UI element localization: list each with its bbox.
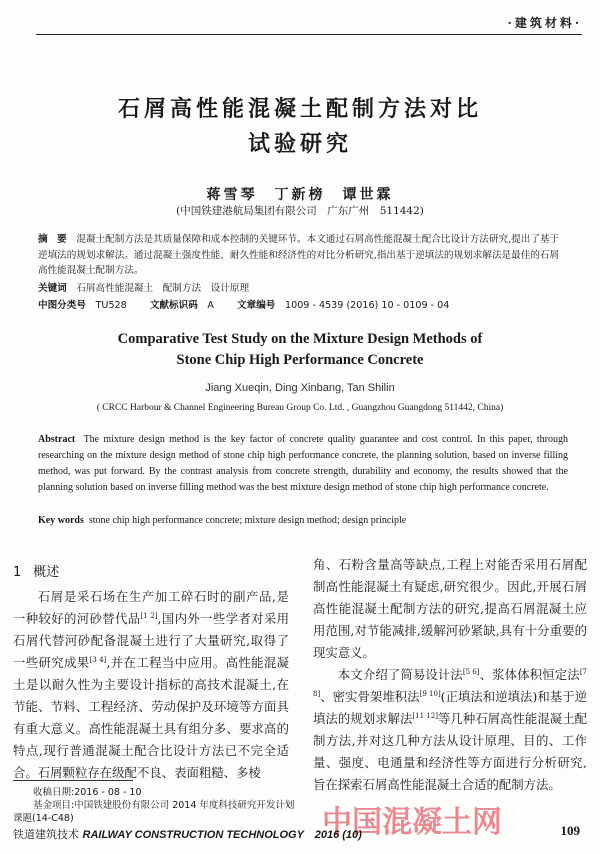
en-keywords <box>38 515 568 526</box>
cn-affiliation: (中国铁建港航局集团有限公司 广东广州 511442) <box>176 205 424 217</box>
cn-abstract <box>38 232 568 279</box>
cn-abstract-label: 摘 要 <box>38 234 67 245</box>
section-title: 概述 <box>33 565 60 580</box>
cn-title-line1: 石屑高性能混凝土配制方法对比 <box>117 96 482 122</box>
section-tag: ·建筑材料· <box>507 16 582 30</box>
citation: [9 10] <box>419 689 441 698</box>
header-rule <box>36 34 582 35</box>
cn-title-line2: 试验研究 <box>247 131 352 157</box>
watermark: 中国混凝土网 <box>322 805 502 840</box>
body-column-right <box>313 554 587 796</box>
en-abstract <box>38 432 568 496</box>
journal-footer <box>13 826 362 842</box>
page-number: 109 <box>560 823 580 838</box>
cn-authors: 蒋雪琴 丁新榜 谭世霖 <box>206 187 394 203</box>
journal-name-cn: 铁道建筑技术 <box>13 828 79 841</box>
citation: [7 8] <box>313 667 587 698</box>
en-abstract-text: The mixture design method is the key factor of concrete quality guarantee and cost control. In this paper, through researching on the mixture design method of stone chip high performance concrete, the planning solution, based on inverse filling method, was put forward. By the contrast analysis from concrete strength, durability and economy, the results showed that the planning solution based on inverse filling method was the best mixture design method of stone chip high performance concrete. <box>38 434 568 493</box>
clc-label: 中图分类号 <box>38 300 86 311</box>
footnote-received: 收稿日期:2016 - 08 - 10 <box>33 787 142 798</box>
citation: [11 12] <box>412 711 438 720</box>
body-paragraph: 石屑是采石场在生产加工碎石时的副产品,是一种较好的河砂替代品[1 2],国内外一些学者对采用石屑代替河砂配备混凝土进行了大量研究,取得了一些研究成果[3 4],并在工程当中应用。高性能混凝土是以耐久性为主要设计指标的高技术混凝土,在节能、节料、工程经济、劳动保护及环境等方面具有重大意义。高性能混凝土具有组分多、要求高的特点,现行普通混凝土配合比设计方法已不完全适合。石屑颗粒存在级配不良、表面粗糙、多棱 <box>13 589 289 780</box>
cn-keywords-label: 关键词 <box>38 283 67 294</box>
citation: [1 2] <box>140 611 158 620</box>
body-paragraph: 角、石粉含量高等缺点,工程上对能否采用石屑配制高性能混凝土有疑虑,研究很少。因此,开展石屑高性能混凝土配制方法的研究,提高石屑混凝土应用范围,对节能减排,缓解河砂紧缺,具有十分重要的现实意义。 <box>313 557 587 660</box>
body-paragraph: 本文介绍了简易设计法[5 6]、浆体体积恒定法[7 8]、密实骨架堆积法[9 10](正填法和逆填法)和基于逆填法的规划求解法[11 12]等几种石屑高性能混凝土配制方法,并对这几种方法从设计原理、目的、工作量、强度、电通量和经济性等方面进行分析研究,旨在探索石屑高性能混凝土合适的配制方法。 <box>313 667 588 792</box>
footnote-rule <box>13 780 133 781</box>
clc-value: TU528 <box>95 300 127 311</box>
doc-value: A <box>207 300 214 311</box>
cn-keywords-text: 石屑高性能混凝土 配制方法 设计原理 <box>76 283 250 294</box>
article-label: 文章编号 <box>237 300 276 311</box>
article-value: 1009 - 4539 (2016) 10 - 0109 - 04 <box>285 300 450 311</box>
section-heading <box>13 561 59 580</box>
citation: [5 6] <box>462 667 480 676</box>
journal-name-en: RAILWAY CONSTRUCTION TECHNOLOGY 2016 (10) <box>82 829 362 841</box>
en-affiliation: ( CRCC Harbour & Channel Engineering Bureau Group Co. Ltd. , Guangzhou Guangdong 511442, China) <box>96 403 504 413</box>
footnote-fund-line2: 课题(14-C48) <box>13 813 74 824</box>
en-keywords-text: stone chip high performance concrete; mixture design method; design principle <box>88 515 407 526</box>
classification-line <box>38 297 568 311</box>
doc-label: 文献标识码 <box>149 300 198 311</box>
cn-keywords <box>38 281 568 297</box>
en-title-line1: Comparative Test Study on the Mixture Design Methods of <box>117 331 483 347</box>
cn-abstract-text: 混凝土配制方法是其质量保障和成本控制的关键环节。本文通过石屑高性能混凝土配合比设计方法研究,提出了基于逆填法的规划求解法。通过混凝土强度性能、耐久性能和经济性的对比分析研究,指出基于逆填法的规划求解法是最佳的石屑高性能混凝土配制方法。 <box>38 234 560 276</box>
en-keywords-label: Key words <box>38 515 84 526</box>
footnote-fund-line1: 基金项目:中国铁建股份有限公司 2014 年度科技研究开发计划 <box>33 800 295 811</box>
en-abstract-label: Abstract <box>38 434 76 445</box>
section-number: 1 <box>13 565 22 580</box>
citation: [3 4] <box>89 655 107 664</box>
en-authors: Jiang Xueqin, Ding Xinbang, Tan Shilin <box>205 382 395 394</box>
body-column-left <box>13 586 289 784</box>
en-title-line2: Stone Chip High Performance Concrete <box>176 352 424 368</box>
